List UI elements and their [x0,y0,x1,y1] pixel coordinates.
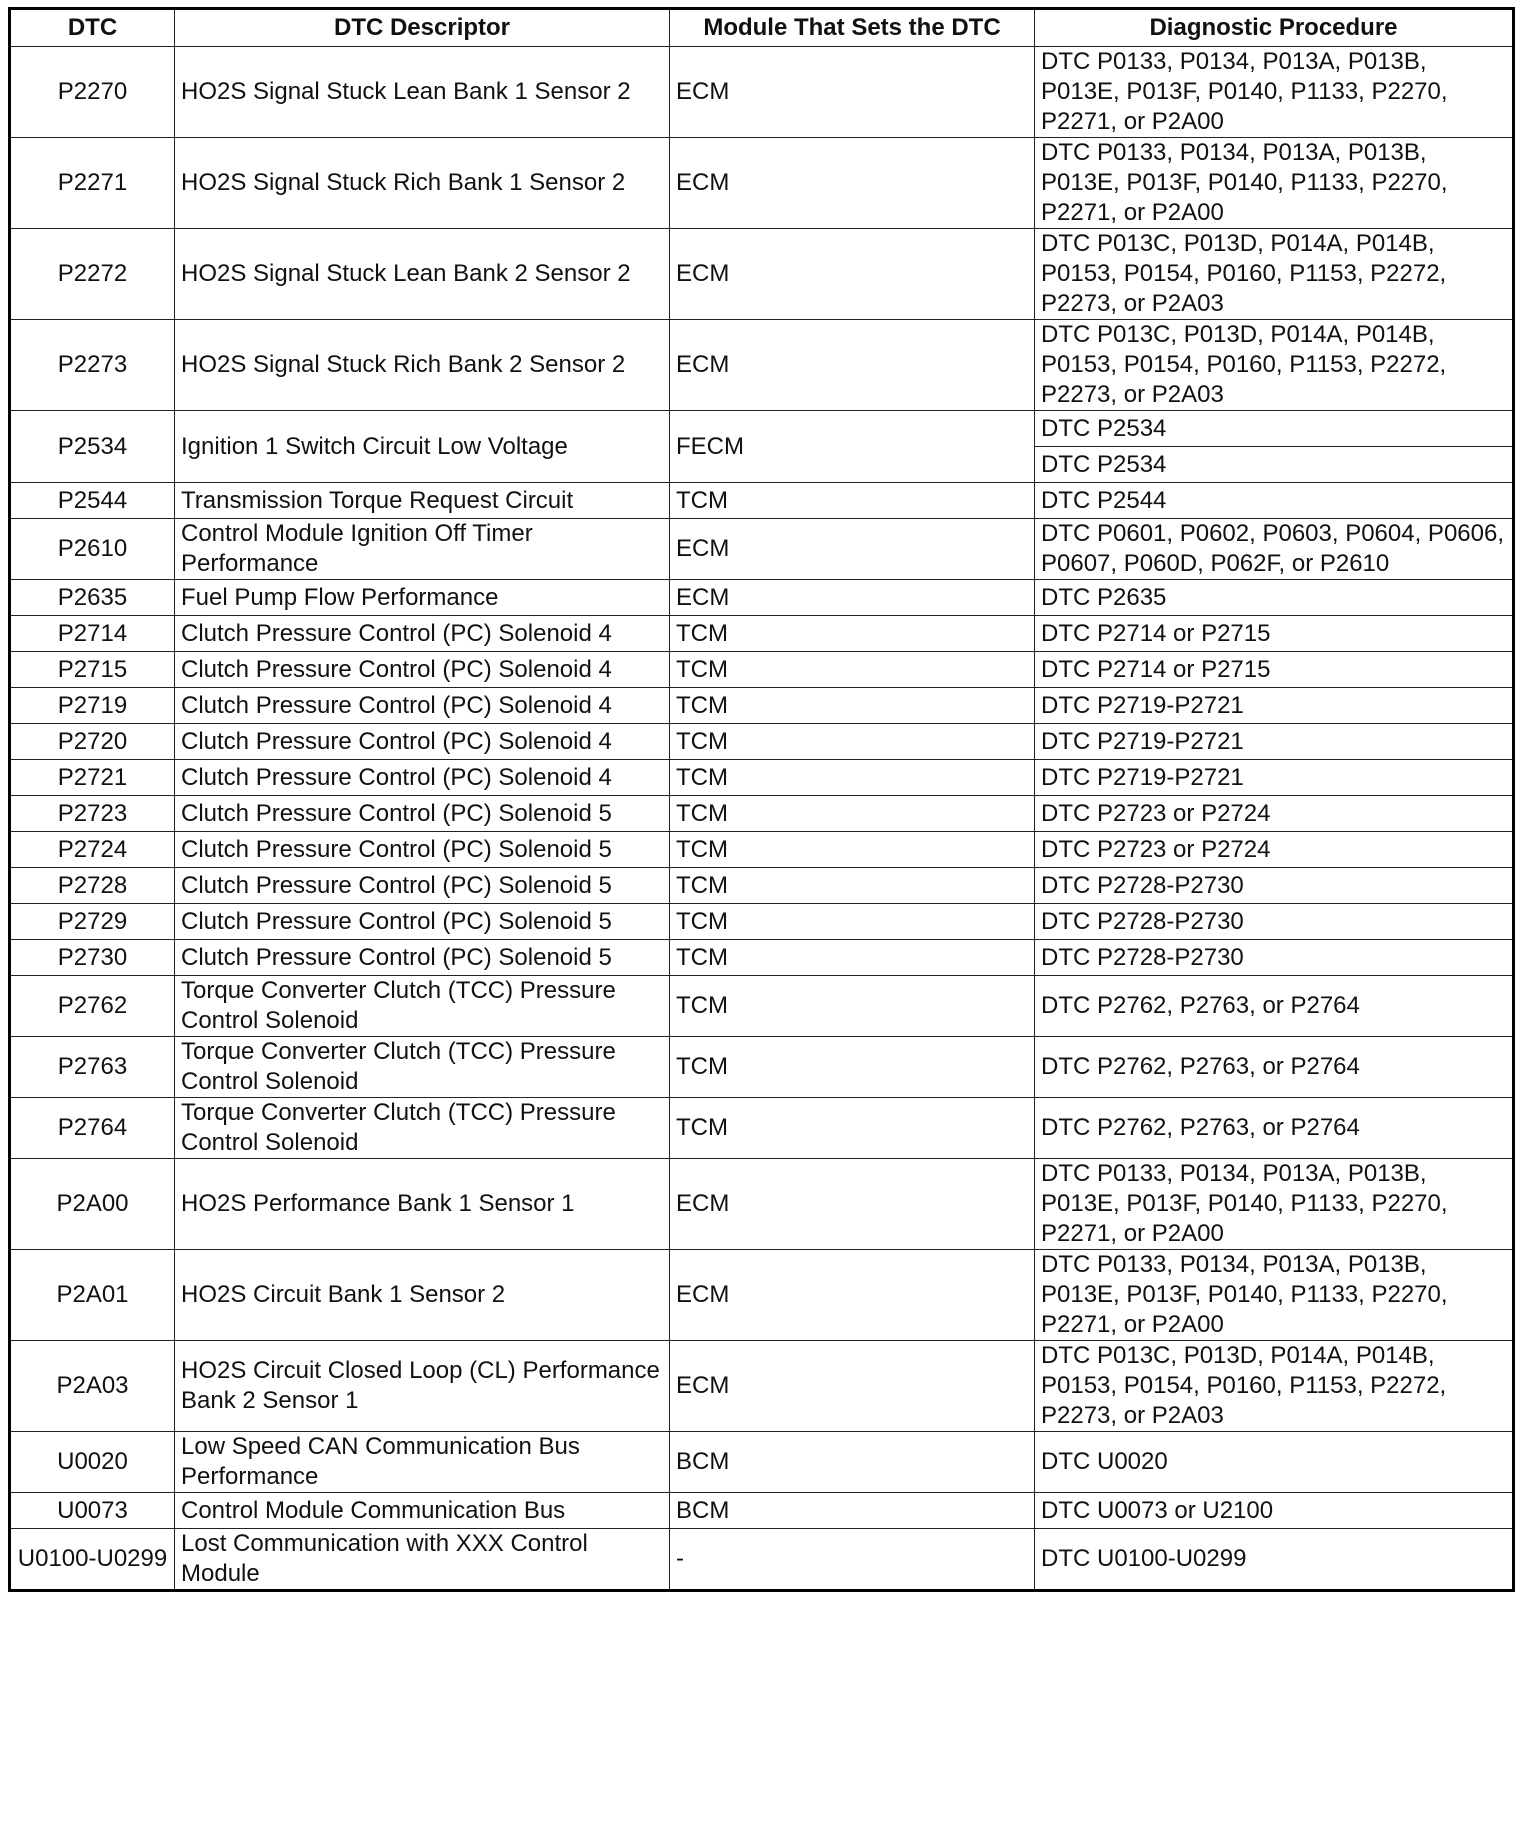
dtc-code: P2729 [10,904,175,940]
dtc-descriptor: Fuel Pump Flow Performance [175,580,670,616]
dtc-code: P2715 [10,652,175,688]
diagnostic-procedure: DTC P2534 [1035,447,1514,483]
setting-module: TCM [670,904,1035,940]
diagnostic-procedure: DTC P2534 [1035,411,1514,447]
dtc-descriptor: Transmission Torque Request Circuit [175,483,670,519]
dtc-table [8,7,1515,1592]
header-row [10,9,1514,47]
dtc-code: P2273 [10,320,175,411]
table-row [10,229,1514,320]
diagnostic-procedure: DTC P2762, P2763, or P2764 [1035,1037,1514,1098]
dtc-code: P2723 [10,796,175,832]
setting-module: - [670,1529,1035,1591]
diagnostic-procedure: DTC P0133, P0134, P013A, P013B, P013E, P013F, P0140, P1133, P2270, P2271, or P2A00 [1035,1250,1514,1341]
diagnostic-procedure: DTC P2723 or P2724 [1035,796,1514,832]
setting-module: TCM [670,616,1035,652]
dtc-code: U0073 [10,1493,175,1529]
setting-module: BCM [670,1493,1035,1529]
table-row [10,616,1514,652]
diagnostic-procedure: DTC P2714 or P2715 [1035,652,1514,688]
table-row [10,1493,1514,1529]
table-row [10,1529,1514,1591]
diagnostic-procedure: DTC P013C, P013D, P014A, P014B, P0153, P0154, P0160, P1153, P2272, P2273, or P2A03 [1035,320,1514,411]
dtc-descriptor: Torque Converter Clutch (TCC) Pressure Control Solenoid [175,1098,670,1159]
table-row [10,519,1514,580]
table-body [10,47,1514,1591]
dtc-descriptor: Clutch Pressure Control (PC) Solenoid 5 [175,868,670,904]
dtc-code: P2544 [10,483,175,519]
setting-module: TCM [670,483,1035,519]
diagnostic-procedure: DTC P0133, P0134, P013A, P013B, P013E, P013F, P0140, P1133, P2270, P2271, or P2A00 [1035,47,1514,138]
table-row [10,688,1514,724]
setting-module: ECM [670,47,1035,138]
setting-module: TCM [670,688,1035,724]
dtc-descriptor: Clutch Pressure Control (PC) Solenoid 4 [175,760,670,796]
table-row [10,724,1514,760]
dtc-descriptor: Clutch Pressure Control (PC) Solenoid 5 [175,796,670,832]
setting-module: TCM [670,652,1035,688]
diagnostic-procedure: DTC P2728-P2730 [1035,868,1514,904]
diagnostic-procedure: DTC P013C, P013D, P014A, P014B, P0153, P0154, P0160, P1153, P2272, P2273, or P2A03 [1035,229,1514,320]
dtc-descriptor: Control Module Communication Bus [175,1493,670,1529]
dtc-code: P2721 [10,760,175,796]
dtc-code: P2A03 [10,1341,175,1432]
dtc-code: P2A01 [10,1250,175,1341]
dtc-code: P2635 [10,580,175,616]
dtc-code: P2534 [10,411,175,483]
dtc-descriptor: Clutch Pressure Control (PC) Solenoid 4 [175,688,670,724]
dtc-descriptor: Clutch Pressure Control (PC) Solenoid 5 [175,940,670,976]
dtc-descriptor: HO2S Circuit Closed Loop (CL) Performance Bank 2 Sensor 1 [175,1341,670,1432]
dtc-descriptor: Clutch Pressure Control (PC) Solenoid 5 [175,832,670,868]
diagnostic-procedure: DTC P0133, P0134, P013A, P013B, P013E, P013F, P0140, P1133, P2270, P2271, or P2A00 [1035,138,1514,229]
setting-module: TCM [670,1098,1035,1159]
dtc-descriptor: Control Module Ignition Off Timer Performance [175,519,670,580]
dtc-descriptor: Clutch Pressure Control (PC) Solenoid 4 [175,616,670,652]
setting-module: TCM [670,976,1035,1037]
diagnostic-procedure: DTC P2728-P2730 [1035,940,1514,976]
dtc-descriptor: Clutch Pressure Control (PC) Solenoid 5 [175,904,670,940]
diagnostic-procedure: DTC U0100-U0299 [1035,1529,1514,1591]
table-row [10,1250,1514,1341]
table-row [10,580,1514,616]
setting-module: TCM [670,760,1035,796]
header-dtc: DTC [10,9,175,47]
table-row [10,868,1514,904]
dtc-descriptor: Low Speed CAN Communication Bus Performance [175,1432,670,1493]
dtc-descriptor: HO2S Circuit Bank 1 Sensor 2 [175,1250,670,1341]
setting-module: TCM [670,1037,1035,1098]
diagnostic-procedure: DTC P013C, P013D, P014A, P014B, P0153, P0154, P0160, P1153, P2272, P2273, or P2A03 [1035,1341,1514,1432]
table-row [10,760,1514,796]
table-row [10,411,1514,447]
table-row [10,652,1514,688]
dtc-code: P2724 [10,832,175,868]
setting-module: ECM [670,519,1035,580]
dtc-code: P2720 [10,724,175,760]
diagnostic-procedure: DTC P2714 or P2715 [1035,616,1514,652]
dtc-descriptor: Ignition 1 Switch Circuit Low Voltage [175,411,670,483]
setting-module: TCM [670,940,1035,976]
dtc-code: P2714 [10,616,175,652]
setting-module: TCM [670,796,1035,832]
table-row [10,1159,1514,1250]
table-row [10,940,1514,976]
setting-module: ECM [670,229,1035,320]
table-row [10,832,1514,868]
dtc-descriptor: HO2S Signal Stuck Rich Bank 2 Sensor 2 [175,320,670,411]
diagnostic-procedure: DTC P2723 or P2724 [1035,832,1514,868]
diagnostic-procedure: DTC P0601, P0602, P0603, P0604, P0606, P0607, P060D, P062F, or P2610 [1035,519,1514,580]
dtc-code: P2764 [10,1098,175,1159]
table-row [10,47,1514,138]
dtc-descriptor: HO2S Signal Stuck Rich Bank 1 Sensor 2 [175,138,670,229]
setting-module: BCM [670,1432,1035,1493]
dtc-code: U0020 [10,1432,175,1493]
dtc-code: P2A00 [10,1159,175,1250]
dtc-code: P2271 [10,138,175,229]
diagnostic-procedure: DTC P2719-P2721 [1035,760,1514,796]
dtc-descriptor: Torque Converter Clutch (TCC) Pressure Control Solenoid [175,976,670,1037]
setting-module: ECM [670,1341,1035,1432]
header-module: Module That Sets the DTC [670,9,1035,47]
setting-module: TCM [670,724,1035,760]
table-row [10,138,1514,229]
table-row [10,1432,1514,1493]
table-row [10,1037,1514,1098]
diagnostic-procedure: DTC P2544 [1035,483,1514,519]
diagnostic-procedure: DTC P2719-P2721 [1035,688,1514,724]
setting-module: ECM [670,1159,1035,1250]
dtc-descriptor: HO2S Performance Bank 1 Sensor 1 [175,1159,670,1250]
table-row [10,483,1514,519]
dtc-descriptor: HO2S Signal Stuck Lean Bank 2 Sensor 2 [175,229,670,320]
diagnostic-procedure: DTC U0073 or U2100 [1035,1493,1514,1529]
dtc-descriptor: HO2S Signal Stuck Lean Bank 1 Sensor 2 [175,47,670,138]
setting-module: ECM [670,580,1035,616]
setting-module: FECM [670,411,1035,483]
dtc-code: P2719 [10,688,175,724]
dtc-code: P2762 [10,976,175,1037]
header-procedure: Diagnostic Procedure [1035,9,1514,47]
setting-module: TCM [670,868,1035,904]
dtc-descriptor: Torque Converter Clutch (TCC) Pressure Control Solenoid [175,1037,670,1098]
table-row [10,976,1514,1037]
setting-module: TCM [670,832,1035,868]
diagnostic-procedure: DTC P2762, P2763, or P2764 [1035,976,1514,1037]
dtc-descriptor: Clutch Pressure Control (PC) Solenoid 4 [175,724,670,760]
diagnostic-procedure: DTC P0133, P0134, P013A, P013B, P013E, P013F, P0140, P1133, P2270, P2271, or P2A00 [1035,1159,1514,1250]
setting-module: ECM [670,1250,1035,1341]
table-row [10,796,1514,832]
dtc-code: P2270 [10,47,175,138]
setting-module: ECM [670,320,1035,411]
dtc-code: P2272 [10,229,175,320]
dtc-descriptor: Clutch Pressure Control (PC) Solenoid 4 [175,652,670,688]
dtc-descriptor: Lost Communication with XXX Control Module [175,1529,670,1591]
table-row [10,320,1514,411]
dtc-code: P2763 [10,1037,175,1098]
diagnostic-procedure: DTC P2635 [1035,580,1514,616]
setting-module: ECM [670,138,1035,229]
diagnostic-procedure: DTC U0020 [1035,1432,1514,1493]
dtc-code: U0100-U0299 [10,1529,175,1591]
dtc-code: P2728 [10,868,175,904]
diagnostic-procedure: DTC P2719-P2721 [1035,724,1514,760]
diagnostic-procedure: DTC P2762, P2763, or P2764 [1035,1098,1514,1159]
table-row [10,904,1514,940]
dtc-code: P2730 [10,940,175,976]
table-row [10,1098,1514,1159]
header-descriptor: DTC Descriptor [175,9,670,47]
table-row [10,1341,1514,1432]
dtc-code: P2610 [10,519,175,580]
diagnostic-procedure: DTC P2728-P2730 [1035,904,1514,940]
